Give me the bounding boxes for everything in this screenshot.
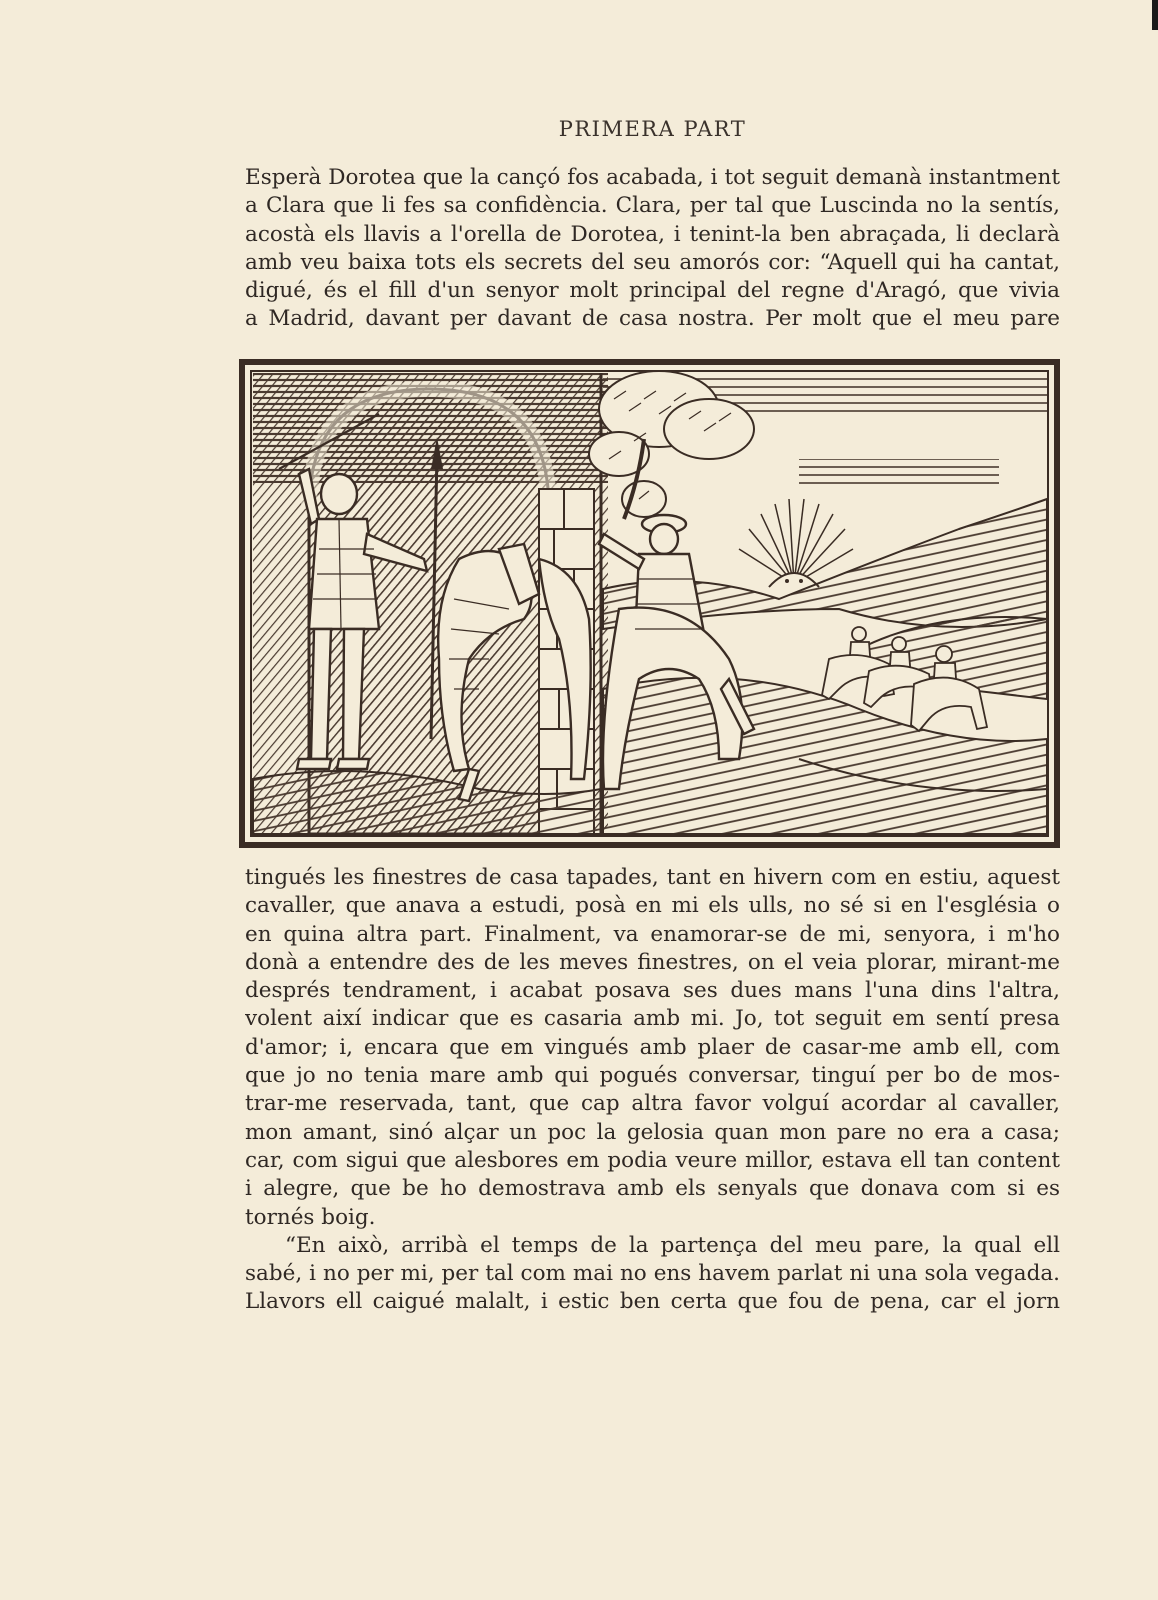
page-edge-mark: [1152, 0, 1158, 30]
text-line: donà a entendre des de les meves finestres, on el veia plorar, mirant-me: [245, 949, 1060, 975]
text-line: amb veu baixa tots els secrets del seu amorós cor: “Aquell qui ha cantat,: [245, 249, 1060, 275]
text-line: tingués les finestres de casa tapades, tant en hivern com en estiu, aquest: [245, 865, 1060, 890]
woodcut-illustration: [239, 359, 1060, 848]
text-line: trar-me reservada, tant, que cap altra favor volguí acordar al cavaller,: [245, 1091, 1060, 1117]
text-line: en quina altra part. Finalment, va enamorar-se de mi, senyora, i m'ho: [245, 921, 1060, 947]
text-line: Esperà Dorotea que la cançó fos acabada, i tot seguit demanà instantment: [245, 165, 1060, 190]
text-line: Llavors ell caigué malalt, i estic ben certa que fou de pena, car el jorn: [245, 1289, 1060, 1315]
text-line: car, com sigui que alesbores em podia veure millor, estava ell tan content: [245, 1147, 1060, 1173]
text-line: volent així indicar que es casaria amb mi. Jo, tot seguit em sentí presa: [245, 1006, 1060, 1032]
text-line: a Clara que li fes sa confidència. Clara, per tal que Luscinda no la sentís,: [245, 193, 1060, 219]
text-line: mon amant, sinó alçar un poc la gelosia quan mon pare no era a casa;: [245, 1119, 1060, 1145]
text-line: que jo no tenia mare amb qui pogués conversar, tinguí per bo de mos-: [245, 1063, 1060, 1089]
text-line: d'amor; i, encara que em vingués amb plaer de casar-me amb ell, com: [245, 1034, 1060, 1060]
text-line: cavaller, que anava a estudi, posà en mi els ulls, no sé si en l'església o: [245, 893, 1060, 919]
running-head: PRIMERA PART: [558, 117, 747, 141]
text-line: acostà els llavis a l'orella de Dorotea, i tenint-la ben abraçada, li declarà: [245, 221, 1060, 247]
text-line: “En això, arribà el temps de la partença del meu pare, la qual ell: [285, 1232, 1060, 1258]
text-line: sabé, i no per mi, per tal com mai no ens havem parlat ni una sola vegada.: [245, 1261, 1060, 1287]
text-line: tornés boig.: [245, 1204, 376, 1230]
text-line: i alegre, que be ho demostrava amb els senyals que donava com si es: [245, 1176, 1060, 1202]
paragraph-bottom: [245, 864, 1060, 1317]
text-line: digué, és el fill d'un senyor molt principal del regne d'Aragó, que vivia: [245, 278, 1060, 304]
text-line: després tendrament, i acabat posava ses dues mans l'una dins l'altra,: [245, 978, 1060, 1004]
paragraph-top: [245, 164, 1060, 334]
text-line: a Madrid, davant per davant de casa nostra. Per molt que el meu pare: [245, 306, 1060, 332]
